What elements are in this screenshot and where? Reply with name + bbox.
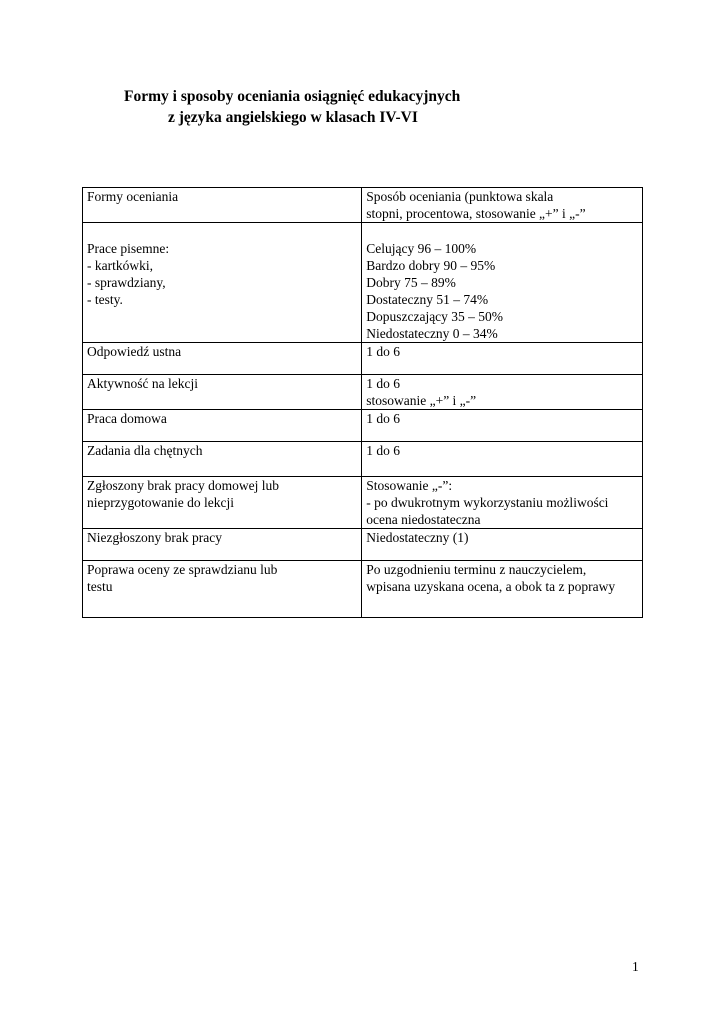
table-row <box>83 529 643 561</box>
table-row <box>83 561 643 618</box>
table-row <box>83 188 643 223</box>
cell-line: 1 do 6 <box>366 344 400 359</box>
cell-line: Dobry 75 – 89% <box>366 275 456 290</box>
table-cell-method <box>362 188 643 223</box>
cell-line: Praca domowa <box>87 411 167 426</box>
cell-line: Dostateczny 51 – 74% <box>366 292 489 307</box>
cell-line: Sposób oceniania (punktowa skala <box>366 189 554 204</box>
cell-line: stosowanie „+” i „-” <box>366 393 477 408</box>
table-row <box>83 223 643 343</box>
cell-line: Odpowiedź ustna <box>87 344 182 359</box>
cell-line <box>366 223 638 240</box>
cell-line: - testy. <box>87 292 123 307</box>
table-cell-form <box>83 410 362 442</box>
cell-line: stopni, procentowa, stosowanie „+” i „-” <box>366 206 586 221</box>
cell-line: - sprawdziany, <box>87 275 166 290</box>
table-cell-form <box>83 529 362 561</box>
title-line-2: z języka angielskiego w klasach IV-VI <box>168 109 418 126</box>
cell-line: Prace pisemne: <box>87 241 170 256</box>
cell-line: Niedostateczny (1) <box>366 530 469 545</box>
cell-line: Formy oceniania <box>87 189 179 204</box>
cell-line: Stosowanie „-”: <box>366 478 453 493</box>
table-cell-form <box>83 375 362 410</box>
cell-line: Zadania dla chętnych <box>87 443 203 458</box>
table-cell-form <box>83 477 362 529</box>
cell-line: Niezgłoszony brak pracy <box>87 530 222 545</box>
table-row <box>83 410 643 442</box>
table-cell-method <box>362 343 643 375</box>
table-cell-form <box>83 442 362 477</box>
table-row <box>83 477 643 529</box>
cell-line: ocena niedostateczna <box>366 512 481 527</box>
cell-line: - po dwukrotnym wykorzystaniu możliwości <box>366 495 609 510</box>
cell-line: Niedostateczny 0 – 34% <box>366 326 498 341</box>
cell-line: 1 do 6 <box>366 376 400 391</box>
table-cell-form <box>83 223 362 343</box>
table-row <box>83 442 643 477</box>
cell-line: - kartkówki, <box>87 258 153 273</box>
table-row <box>83 375 643 410</box>
table-cell-method <box>362 561 643 618</box>
cell-line: Zgłoszony brak pracy domowej lub <box>87 478 279 493</box>
cell-line: wpisana uzyskana ocena, a obok ta z poprawy <box>366 579 616 594</box>
grading-table <box>82 187 643 618</box>
cell-line: Dopuszczający 35 – 50% <box>366 309 504 324</box>
cell-line: 1 do 6 <box>366 411 400 426</box>
page-number: 1 <box>632 959 639 974</box>
table-cell-method <box>362 529 643 561</box>
table-cell-method <box>362 477 643 529</box>
cell-line: 1 do 6 <box>366 443 400 458</box>
table-cell-form <box>83 343 362 375</box>
cell-line <box>87 223 357 240</box>
cell-line: Bardzo dobry 90 – 95% <box>366 258 496 273</box>
cell-line: Aktywność na lekcji <box>87 376 198 391</box>
table-cell-method <box>362 442 643 477</box>
cell-line: Celujący 96 – 100% <box>366 241 477 256</box>
table-cell-method <box>362 410 643 442</box>
table-row <box>83 343 643 375</box>
cell-line: Poprawa oceny ze sprawdzianu lub <box>87 562 278 577</box>
table-cell-method <box>362 375 643 410</box>
cell-line: testu <box>87 579 113 594</box>
title-line-1: Formy i sposoby oceniania osiągnięć edukacyjnych <box>124 88 461 105</box>
cell-line: nieprzygotowanie do lekcji <box>87 495 234 510</box>
table-cell-method <box>362 223 643 343</box>
cell-line: Po uzgodnieniu terminu z nauczycielem, <box>366 562 587 577</box>
table-cell-form <box>83 188 362 223</box>
table-cell-form <box>83 561 362 618</box>
